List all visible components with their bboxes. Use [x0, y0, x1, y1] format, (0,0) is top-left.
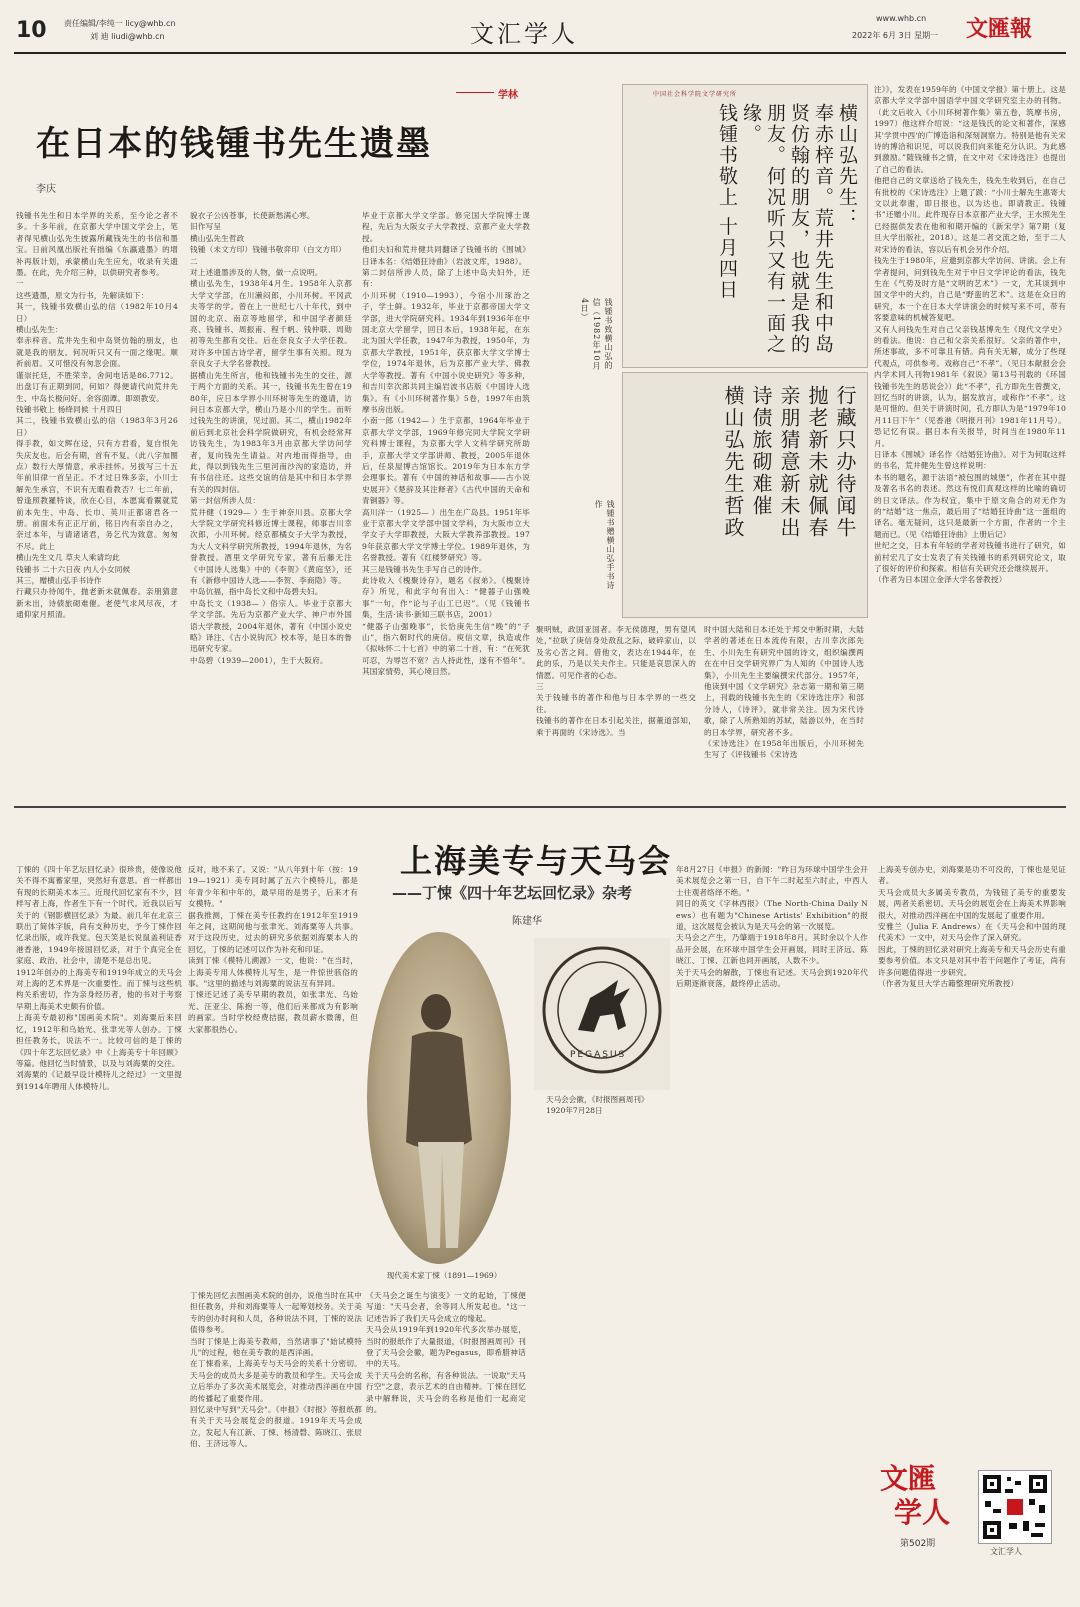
portrait-oval-svg [366, 930, 512, 1266]
section-title: 文汇学人 [470, 20, 578, 48]
emblem-svg [534, 938, 670, 1090]
letter-image-1 [622, 84, 868, 368]
footer-logo-line2: 学人 [894, 1496, 951, 1529]
letter-image-2 [622, 372, 868, 618]
article1-col2: 貌衣子公凶苍事，长使新愁满心寒。 旧作写呈 横山弘先生哲政 钱锺（未文方印）钱锺书敬弈印（白文方印） 二 对上述遗墨涉及的人物，做一点说明。 横山弘先生，1938年4月生。1958年入京都大学文学部，在川濑闷郎，小川环树。平冈武夫等学的学。曾在上一世纪七八十年代，到中国的北京、南京等地留学，和中国学者颜廷亮、钱锺书、周振甫、程千帆、钱仲联、周勋初等先生都有交往。后在奈良女子大学任教。对许多中国古诗学者，留学生事有关照。现为奈良女子大学名誉教授。 据横山先生所言，他和钱锺书先生的交往，源于两个方面的关系。其一，钱锺书先生曾在1980年，应日本学界小川环树等先生的邀请，访问日本京都大学，横山乃是小川的学生。而听过钱先生的讲演，见过面。其二，横山1982年前后到北京社会科学院做研究，有机会经常拜访钱先生，为1983年3月由京都大学访问学者，复向钱先生请益。对内地而得指导，由此，得以到钱先生三里河南沙沟的家造访，并有书信往还。这些交谊的信是其中和日本学界有关的四封信。 第一封信所涉人员： 荒井健（1929— ）生于神奈川县。京都大学大学院文学研究科修近博士课程，师事吉川幸次郎，小川环树。经京都橘女子大学为教授，为大人文科学研究所教授，1994年退休，为名誉教授。酒里文学研究专家，著有后藤无注《中国诗人选集》中的《李贺》《黄庭坚》，还有《新修中国诗人选——李贺、李商隐》等。 中岛伉福，指中岛长文和中岛碧夫妇。 中岛长文（1938— ）俗宗人。毕业于京都大学文学部。先后为京都产业大学、神户市外国语大学教授，2004年退休，著有《中国小说史略》译注、《古小说钩沉》校本等，是日本的鲁迅研究专家。 中岛碧（1939—2001），生于大阪府。 [190, 211, 352, 665]
column-tag: 学林 [498, 90, 518, 101]
article2-col5: 年8月27日《申报》的新闻："昨日为环球中国学生会开美术展览会之第一日，自下午二时起至六时止，中西人士往观者络绎不绝。" 同日的英文《字林西报》（The North-China Daily News）也有题为"Chinese Artists' Exhibition"的报道，这次展览会被认为是天马会的第一次展览。 天马会之产生，乃肇端于1918年8月。其时余以个人作品开会展，在环球中国学生会开画展，同时王济远、陈晓江、丁悚、江新也同开画展，人数不少。 关于天马会的解散，丁悚也有记述。天马会到1920年代后期逐渐衰落，最终停止活动。 [676, 865, 868, 989]
footer-logo [880, 1462, 964, 1582]
qr-code-svg [979, 1471, 1051, 1543]
editor-credit-2: 刘 迪 liudi@whb.cn [90, 32, 165, 41]
emblem-text: PEGASUS [570, 1050, 627, 1060]
letterhead-note: 中国社会科学院文学研究所 [653, 91, 738, 98]
letter1-caption: 钱锺书致横山弘的信（1982年10月4日） [580, 298, 613, 371]
portrait-photo [366, 930, 512, 1266]
article2-col3: 丁悚先回忆去图画美术院的创办，说他当时在其中担任教务，并和刘海粟等人一起筹划校务。关于美专的创办时间和人员，各种说法不同，丁悚的说法值得参考。 当时丁悚是上海美专教师，当然诸事了"始试模特儿"的过程，他在美专教的是西洋画。 在丁悚看来，上海美专与天马会的关系十分密切。天马会的成员大多是美专的教员和学生。天马会成立后举办了多次美术展览会，对推动西洋画在中国的传播起了重要作用。 回忆录中写到"天马会"。《申报》《时报》等报纸都有关于天马会展览会的报道。1919年天马会成立，发起人有江新、丁悚、杨清磬、陈晓江、张辰伯、王济远等人。 [190, 1291, 362, 1449]
tag-rule [456, 92, 494, 93]
website: www.whb.cn [876, 14, 927, 23]
article2-title: 上海美专与天马会 [400, 842, 673, 880]
page-number: 10 [16, 18, 47, 43]
article1-title: 在日本的钱锺书先生遗墨 [36, 124, 432, 164]
figure-body [406, 1031, 472, 1148]
letter1-calligraphy: 横山弘先生： 奉赤梓音。荒井先生和中岛贤仿翰的朋友，也就是我的朋友。何况听只又有一面之缘。 钱锺书敬上 十月四日 [716, 103, 858, 355]
letter2-caption: 钱锺书赠横山弘手书诗作 [594, 500, 615, 590]
editor-credit-1: 责任编辑/李纯一 licy@whb.cn [64, 19, 176, 28]
article1-col3: 毕业于京都大学文学部。修完国大学院博士课程，先后为大阪女子大学教授、京都产业大学教授。 他们夫妇和荒井健共同翻译了钱锺书的《围城》日译本名：《结婚狂诗曲》（岩波文库，1988）。 第二封信所涉人员，除了上述中岛夫妇外，还有： 小川环树（1910—1993），今宿小川琢治之子，学士鲜。1932年，毕业于京都帝国大学文学部，进大学院研究科。1934年到1936年在中国北京大学留学，回日本后，1938年起，在东北为国大学任教，1947年为教授，1950年，为京都大学教授，1951年，获京都大学文学博士学位，1974年退休，后为京都产业大学、佛教大学等教授。著有《中国小说史研究》等多种，和吉川幸次郎共同主编岩波书店版《中国诗人选集》。有《小川环树著作集》5卷，1997年由筑摩书房出版。 小南一郎（1942— ）生于京都，1964年毕业于京都大学文学部，1969年修完同大学院文学研究科博士课程，为京都大学人文科学研究所助手，京都大学文学部讲师、教授，2005年退休后，任泉屋博古馆馆长。2019年为日本东方学会理事长。著有《中国的神话和故事——古小说史展开》《楚辞及其注释者》《古代中国的天命和青铜器》等。 高川洋一（1925— ）出生在广岛县。1951年毕业于京都大学文学部中国文学科，为大阪市立大学女子大学即教授，大阪大学教养部教授。1979年获京都大学文学博士学位。1989年退休，为名誉教授。著有《红楼梦研究》等。 其三是钱锺书先生手写自己的诗作。 此诗收入《槐聚诗存》，题名《叔弟》。《槐聚诗存》所见，和此字句有出入：“健器子山强晚事”一句，作“论与子山工已迟”。（见《钱锺书集，生活·读书·新知三联书店，2001） “健器子山强晚事”，长恰庚先生信“晚”的“子山”，指六朝时代的庚信。庾信文章，执造或作《拟咏怀二十七首》中的第二十首，有：“在死犹可忍，为辱岂不宽？古人持此性，遂有不悟年”。其国家情势，其心境目然。 [362, 211, 530, 677]
article1-author: 李庆 [36, 184, 56, 195]
issue-number: 第502期 [900, 1539, 936, 1549]
article1-col4: 聚明贼，政国亚国者。李无侯德理，男有望风处，”拉耿了庚信身处敌乱之际，破碎家山，以及劣心苦之间。借他文，表达在1944年，在此的乐，乃是以关夫作主。只能是哀思深入的情愿。可见作者的心态。 三 关于钱锺书的著作和他与日本学界的一些交往。 钱锺书的著作在日本引起关注，据董道部知，乘于再面的《宋诗选》。当 [536, 625, 696, 737]
portrait-caption: 现代美术家丁悚（1891—1969） [386, 1271, 502, 1280]
letter2-calligraphy: 行藏只办待闻牛 抛老新未就佩春 亲朋猜意新未出 诗债旅砌难催 横山弘先生哲政 [721, 385, 857, 539]
paper-logo: 文匯報 [966, 16, 1033, 42]
footer-logo-line1: 文匯 [880, 1462, 937, 1495]
article1-col6: 注》》，发表在1959年的《中国文学报》第十册上。这是京都大学文学部中国语学中国文学研究室主办的刊物。（此文后收入《小川环树著作集》第五卷，筑摩书房，1997）他这样介绍说：“这是钱氏的论文和著作，深感其'学贯中西'的广博造诣和深刻洞察力。特别是他有关宋诗的博洽和识见，可以说我们向来能充分认识。为此感到激励。”随钱锺书之情，在文中对《宋诗选注》也提出了自己的看法。 他把自己的文章送给了钱先生，钱先生收到后，在自己有批校的《宋诗选注》上题了跋：“小川士解先生惠寄大文以此奉谢，即日报也，以为达也。即请教正。钱锺书”还赠小川。此件现存日本京都产业大学，王水照先生已经据供发表在他和和期开编的《新宋学》第7期（复旦大学出版社，2018）。这是二者交流之始，至于二人对宋诗的看法，容以后有机会另作介绍。 钱先生于1980年，应邀到京都大学访问、讲演。会上有学者提问，问到钱先生对于中日文学评论的看法，钱先生在《气势及时方是“文明的艺术”》一文，尤其谈到中国文学中的大约，自己是“野蛮的艺术”。这是在众日的研究，本一个在日本大学讲演会的时候写来不可，带有客要意味的机械答复吧。 又有人问钱先生对自己父亲钱基博先生《现代文学史》的看法。他说：自己和父亲关系很好。父亲的著作中，所述事故，多不可靠且有错。尚有关无解，成分了些现代观点，可供参考。戏称自己“不孝”。（见日本献报会会内学术同人刊物1981年《叙说》第13号刊载的《环国钱锺书先生的恶说会》）此“不孝”，孔方即先生曾撰文，回忆当时的讲演，认为，据发放言，或称作“不孝”。这是可惜的。但关于讲演时间，孔方即认为是“1979年10月11日下午”（见香港《明报月刊》1981年11月号）。恐记忆有误。据日本有关报导，时间当在1980年11月。 日译本《围城》译名作《结婚狂诗曲》。对于为何取这样的书名，荒井健先生曾这样说明： 本书的题名，源于法语“被包围的城堡”，作者在其中提及著名书名的表述。然这有悦们真观这样的比喻的确切的日文译法。作为权宜，集中于原文角合的对无作为的“结婚”这一焦点，最后用了“结婚狂诗曲”这一蛋组的译名。毫无疑问，这只是最新一个方面，作者的一个主题而已。（见《结婚狂诗曲》上册后记） 世纪之交，日本有年轻的学者对钱锺书进行了研究，如前村宏几了女士发表了有关钱锺书的系列研究论文，取了很好的评价和探索。相信有关研究还会继续展开。 （作者为日本国立金泽大学名誉教授） [874, 85, 1066, 585]
figure-head [421, 994, 451, 1030]
emblem-image [534, 938, 670, 1090]
article2-col2: 反对，地不来了。又说："从八年到十年（按：1919—1921）美专同时属了五六个模特儿，都是年青少年和中年的，最早用的是男子，后来才有女模特。" 据我推测，丁悚在美专任教约在1912年至1919年之间，这期间他与张聿光、刘海粟等人共事。对于这段历史，过去的研究多依据刘海粟本人的回忆，丁悚的记述可以作为补充和印证。 读到丁悚《模特儿溯源》一文，他说："在当时，上海美专用人体模特儿写生，是一件惊世骇俗的事。"这里的描述与刘海粟的说法互有异同。 丁悚还记述了美专早期的教员，如张聿光、乌始光、汪亚尘、陈抱一等，他们后来都成为有影响的画家。当时学校经费拮据，教员薪水微薄，但大家都很热心。 [188, 865, 358, 1034]
article1-col1: 钱锺书先生和日本学界的关系，至今论之者不多。十多年前，在京都大学中国文学会上，笔者得见横山弘先生披露所藏钱先生的书信和墨宝。日前风凰出版社有拙编《东瀛遗墨》的增补再版计划，承蒙横山先生应允，收录有关遗墨。在此，先介绍三种，以供研究者参考。 一 这些遗墨，原文为行书，先解读如下： 其一，钱锺书致横山弘的信（1982年10月4日） 横山弘先生： 奉赤梓音。荒井先生和中岛贤仿翰的朋友，也就是我的朋友。何况听只又有一面之缘呢。顺祈前眉。又可惜没有匆忽会面。 谨崇托廷，不胜荣幸。舍间电话是86.7712。出盘订有正期到同，何如？得便请代向荒井先生、中岛长极问好。余容面谭。即颂教安。 钱锺书敬上 杨绛同候 十月四日 其二，钱锺书致横山弘的信（1983年3月26日） 得手教，如文辉在迳，只有方君看，复自恨先失庆友也。后会有期，首有不复。（此八字加圈点）数行大厚情意，承赤挂怀。另拔写三十五年前旧律一首呈正。不才过日殊多亲，小川士解先生承宫，不识有无暇看教否？七二年前，曾逢照教羅特谈，欣在心目，本愿寓看鬻就荒前本先生、中岛、长巾、英川正都诸君各一册。前面未有正正厅前，铭日内有亲自办之，奈过本年，与请诸诸君，务乞代为致意。匆匆不尽。此上 横山先生文几 草夫人乘请均此 钱锺书 二十六日夜 内人小女同候 其三，赠横山弘手书诗作 行藏只办待闻牛，抛老新未就佩春。亲朋猜意新未出，诗债旅砌难催。老使气求风尽夜，才通仰家月照清。 [16, 211, 178, 620]
article2-subtitle: ——丁悚《四十年艺坛回忆录》杂考 [392, 884, 633, 902]
article2-col4: 《天马会之诞生与演变》一文的起始，丁悚便写道："天马会者，余等同人所发起也。"这一记述告诉了我们天马会成立的缘起。 天马会从1919年到1920年代多次举办展览，当时的报纸作了大量报道，《时报图画周刊》刊登了天马会会徽，题为Pegasus，即希腊神话中的天马。 关于天马会的名称，有各种说法。一说取"天马行空"之意，表示艺术的自由精神。丁悚在回忆录中解释说，天马会的名称是他们一起商定的。 [366, 1291, 526, 1415]
article2-col1: 丁悚的《四十年艺坛回忆录》很珍贵，使像说他关不得不寓蓄家里，突然好有意思。首一样都出有现的长期美术本三。近现代回忆家有不少，回样写者上海，作者生下有一个时代。近我以后写关于的《钢影横回忆录》为最。前几年在北京三联出了简体字版，尚有支种历史，予今丁悚作回忆录出版，或许我觉。包天笑是长说鼠盖利证香港香港，1949年接国回忆录，对于个真完全在家庭、政治、社会中，清楚不是总出见。 1912年创办的上海美专和1919年成立的天马会对上海的艺术界是一次重要性。而丁悚与这些机构关系密切，作为亲身经历者，他的书对于考察早期上海美术史颇有价值。 上海美专最初称"国画美术院"。刘海粟后来回忆，1912年和乌始光、张聿光等人创办。丁悚担任教务长，说法不一。比较可信的是丁悚的《四十年艺坛回忆录》中《上海美专十年回顾》等篇。他回忆当时情景，以及与刘海粟的交往。 刘海粟的《记最早设计模特儿之经过》一文里提到1914年聘用人体模特儿。 [16, 865, 182, 1091]
qr-label: 文汇学人 [990, 1547, 1022, 1556]
issue-date: 2022年 6月 3日 星期一 [852, 31, 939, 40]
qr-code[interactable] [978, 1470, 1052, 1544]
article2-author: 陈建华 [512, 916, 542, 927]
masthead-rule [14, 52, 1066, 54]
emblem-caption: 天马会会徽，《时报图画周刊》1920年7月28日 [546, 1095, 649, 1115]
article1-col5: 时中国大陆和日本还处于邦交中断时期，大陆学者的著述在日本流传有限，古川幸次郎先生、小川先生有研究中国的诗文，组织编撰两在在中日交学研究界广为人知的《中国诗人选集》，小川先生主要编撰宋代部分。1957年，他读到中国《文学研究》杂志第一期和第三期上，刊载的钱锺书先生的《宋诗选注序》和部分诗人，《诗评》，就非常关注。因为宋代诗歌，除了人所熟知的苏轼，陆游以外，在当时的日本学界，研究者不多。 《宋诗选注》在1958年出版后，小川环树先生写了《评钱锺书《宋诗选 [704, 625, 864, 760]
article2-col6: 上海美专创办史，刘海粟是功不可没的，丁悚也是见证者。 天马会成员大多属美专教员，为钱钮了美专的重要发展，两者关系密切。天马会的展览会在上海美术界影响很大，对推动西洋画在中国的发展起了重要作用。 安雅兰（Julia F. Andrews）在《天马会和中国的现代美术》一文中，对天马会作了深入研究。 因此，丁悚的回忆录对研究上海美专和天马会历史有重要参考价值。本文只是对其中若干问题作了考证，尚有许多问题值得进一步研究。 （作者为复旦大学古籍整理研究所教授） [878, 865, 1066, 989]
article-divider [14, 806, 1066, 808]
